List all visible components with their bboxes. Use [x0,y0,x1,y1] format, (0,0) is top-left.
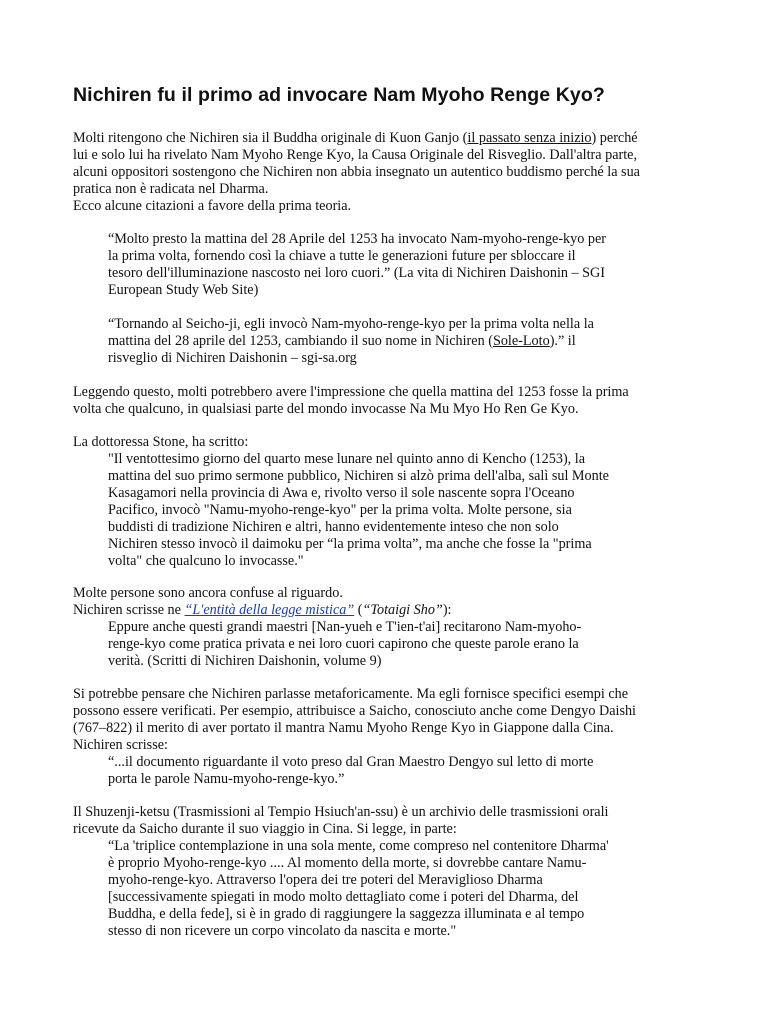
quote-dengyo: “...il documento riguardante il voto preso dal Gran Maestro Dengyo sul letto di morte porta le parole Namu-myoho-renge-kyo.” [108,754,594,787]
quote-totaigi-sho: Eppure anche questi grandi maestri [Nan-yueh e T'ien-t'ai] recitarono Nam-myoho- renge-kyo come pratica privata e nei loro cuori capirono che queste parole erano la verità. (Scritti di Nichiren Daishonin, volume 9) [108,619,582,669]
link-sole-loto[interactable]: Sole-Loto [492,333,550,349]
page-title: Nichiren fu il primo ad invocare Nam Myoho Renge Kyo? [73,84,605,106]
quote-sgi-europe: “Molto presto la mattina del 28 Aprile del 1253 ha invocato Nam-myoho-renge-kyo per la prima volta, fornendo così la chiave a tutte le generazioni future per sbloccare il tesoro dell'illuminazione nascosto nei loro cuori.” (La vita di Nichiren Daishonin – SGI European Study Web Site) [108,231,607,298]
link-passato-senza-inizio[interactable]: il passato senza inizio [467,130,592,146]
paragraph-shuzenji: Il Shuzenji-ketsu (Trasmissioni al Tempio Hsiuch'an-ssu) è un archivio delle trasmissioni orali ricevute da Saicho durante il suo viaggio in Cina. Si legge, in parte: [73,804,609,837]
paragraph-confused: Molte persone sono ancora confuse al riguardo. Nichiren scrisse ne “L'entità della legge mistica” (“Totaigi Sho”): [73,585,452,618]
paragraph-impression: Leggendo questo, molti potrebbero avere l'impressione che quella mattina del 1253 fosse la prima volta che qualcuno, in qualsiasi parte del mondo invocasse Na Mu Myo Ho Ren Ge Kyo. [73,384,629,417]
paragraph-stone: La dottoressa Stone, ha scritto: [73,434,249,450]
quote-stone: "Il ventottesimo giorno del quarto mese lunare nel quinto anno di Kencho (1253), la mattina del suo primo sermone pubblico, Nichiren si alzò prima dell'alba, salì sul Monte Kasagamori nella provincia di Awa e, rivolto verso il sole nascente sopra l'Oceano Pacifico, invocò "Namu-myoho-renge-kyo" per la prima volta. Molte persone, sia buddisti di tradizione Nichiren e altri, hanno evidentemente inteso che non solo Nichiren stesso invocò il daimoku per “la prima volta”, ma anche che fosse la "prima volta" che qualcuno lo invocasse." [108,451,609,569]
paragraph-metaphor: Si potrebbe pensare che Nichiren parlasse metaforicamente. Ma egli fornisce specifici esempi che possono essere verificati. Per esempio, attribuisce a Saicho, conosciuto anche come Dengyo Daishi (767–822) il merito di aver portato il mantra Namu Myoho Renge Kyo in Giappone dalla Cina. Nichiren scrisse: [73,686,636,753]
quote-shuzenji: “La 'triplice contemplazione in una sola mente, come compreso nel contenitore Dharma' è proprio Myoho-renge-kyo .... Al momento della morte, si dovrebbe cantare Namu- myoho-renge-kyo. Attraverso l'opera dei tre poteri del Meraviglioso Dharma [successivamente spiegati in modo molto dettagliato come i poteri del Dharma, del Buddha, e della fede], si è in grado di raggiungere la saggezza illuminata e al tempo stesso di non ricevere un corpo vincolato da nascita e morte." [108,838,609,939]
link-entita-legge-mistica[interactable]: “L'entità della legge mistica” [184,602,355,618]
intro-paragraph: Molti ritengono che Nichiren sia il Buddha originale di Kuon Ganjo (il passato senza inizio) perché lui e solo lui ha rivelato Nam Myoho Renge Kyo, la Causa Originale del Risveglio. Dall'altra parte, alcuni oppositori sostengono che Nichiren non abbia insegnato un autentico buddismo perché la sua pratica non è radicata nel Dharma. Ecco alcune citazioni a favore della prima teoria. [73,130,640,214]
quote-sgi-sa: “Tornando al Seicho-ji, egli invocò Nam-myoho-renge-kyo per la prima volta nella la mattina del 28 aprile del 1253, cambiando il suo nome in Nichiren (Sole-Loto).” il risveglio di Nichiren Daishonin – sgi-sa.org [108,316,594,366]
